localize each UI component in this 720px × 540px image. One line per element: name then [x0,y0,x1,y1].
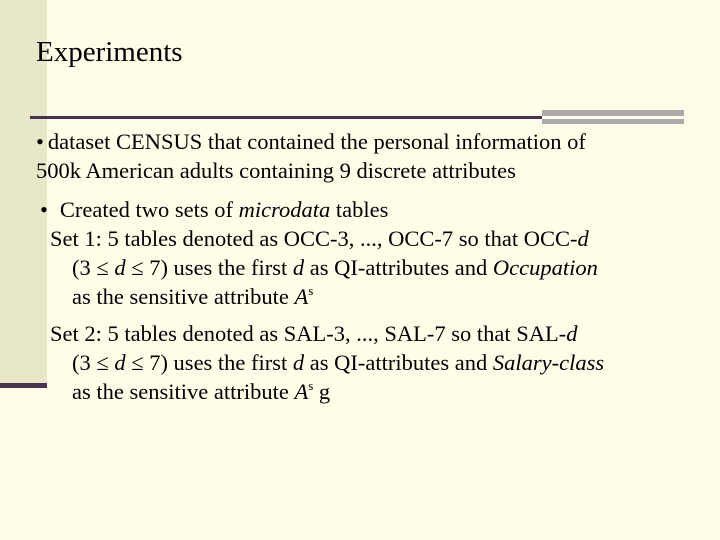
set2-line2-var2: d [292,350,305,375]
set2-line1: Set 2: 5 tables denoted as SAL-3, ..., SAL-7 so that SAL- [50,321,567,346]
slide-title: Experiments [36,36,183,68]
set2-line2-italic: Salary-class [492,350,605,375]
bullet2-italic: microdata [238,197,331,222]
bullet2-text-after: tables [330,197,389,222]
bullet-dataset [36,127,706,185]
set1-line2-c: as QI-attributes and [304,255,493,280]
set2-line2-c: as QI-attributes and [304,350,493,375]
bullet1-line2: 500k American adults containing 9 discrete attributes [36,158,516,183]
bullet-microdata [36,195,706,224]
set1-line2-b: ≤ 7) uses the first [125,255,293,280]
bullet-icon: • [40,197,48,222]
set2-line2-b: ≤ 7) uses the first [125,350,293,375]
set2-line2-var1: d [114,350,126,375]
set1-line2-var2: d [292,255,305,280]
set2-line3-tail: g [313,379,331,404]
set1-line1: Set 1: 5 tables denoted as OCC-3, ..., OCC-7 so that OCC- [50,226,578,251]
set2-line3 [50,377,706,406]
set1-line3-var: A [294,284,309,309]
set1-line2-var1: d [114,255,126,280]
set2-line3-var: A [294,379,309,404]
set1-line2-a: (3 ≤ [72,255,115,280]
set1-line2-italic: Occupation [492,255,598,280]
slide-body [36,127,706,406]
set2-line1-var: d [566,321,578,346]
set1-line2 [50,253,706,282]
set1-line3 [50,282,706,311]
bullet-icon: • [36,129,44,154]
set2-line2 [50,348,706,377]
set1-line3-sup: s [308,283,314,298]
set1-paragraph [36,224,706,311]
title-divider-gray-gap [542,116,684,119]
bullet2-text-before: Created two sets of [59,197,239,222]
set2-line3-a: as the sensitive attribute [72,379,295,404]
set2-line2-a: (3 ≤ [72,350,115,375]
set2-paragraph [36,319,706,406]
set1-line3-a: as the sensitive attribute [72,284,295,309]
set1-line1-var: d [577,226,589,251]
bullet1-line1: dataset CENSUS that contained the personal information of [47,129,586,154]
title-divider-line [30,116,542,119]
set2-line3-sup: s [308,378,314,393]
